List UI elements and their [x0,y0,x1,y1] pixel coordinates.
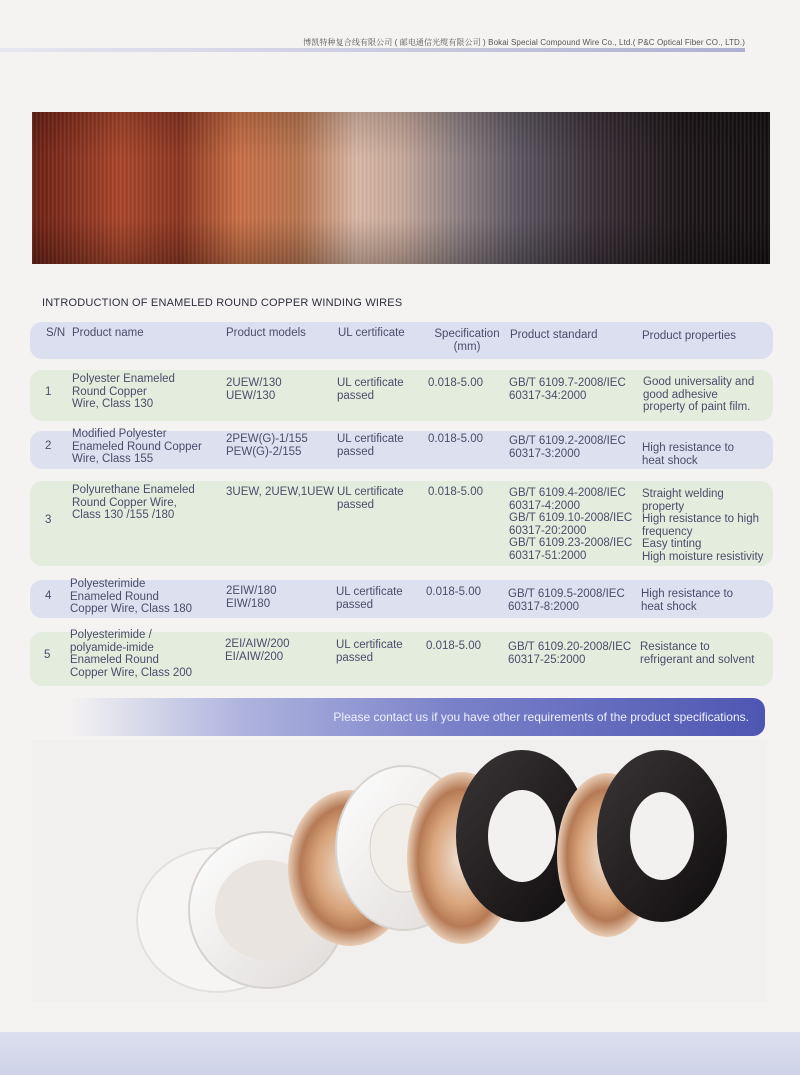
copper-wire-banner-image [32,112,770,264]
contact-banner [70,698,765,736]
row-product-properties: Straight welding property High resistance to high frequency Easy tinting High moisture resistivity [642,488,764,563]
header-specification: Specification (mm) [434,328,500,353]
row-product-name: Polyesterimide / polyamide-imide Enameled Round Copper Wire, Class 200 [70,629,193,679]
header-sn: S/N [46,327,66,339]
header-product-models: Product models [226,327,306,339]
table-header [30,322,773,359]
row-sn: 2 [45,440,52,452]
header-product-properties: Product properties [642,330,736,342]
row-specification: 0.018-5.00 [426,640,481,652]
row-product-models: 2UEW/130 UEW/130 [226,377,282,402]
row-product-standard: GB/T 6109.7-2008/IEC 60317-34:2000 [509,377,626,402]
company-header: 博凯特种复合线有限公司 ( 邮电通信光缆有限公司 ) Bokai Special Compound Wire Co., Ltd.( P&C Optical Fiber CO., LTD.) [303,38,745,47]
row-specification: 0.018-5.00 [428,433,483,445]
row-product-name: Polyesterimide Enameled Round Copper Wire, Class 180 [70,578,193,615]
wire-reels-image [32,740,767,1002]
row-product-models: 2EIW/180 EIW/180 [226,585,277,610]
row-product-models: 3UEW, 2UEW,1UEW [226,486,334,498]
row-product-models: 2PEW(G)-1/155 PEW(G)-2/155 [226,433,308,458]
table-row [30,428,773,469]
row-sn: 4 [45,590,52,602]
row-product-standard: GB/T 6109.20-2008/IEC 60317-25:2000 [508,641,632,666]
row-product-properties: High resistance to heat shock [641,588,734,613]
header-ul-certificate: UL certificate [338,327,405,339]
row-product-standard: GB/T 6109.4-2008/IEC 60317-4:2000 GB/T 6109.10-2008/IEC 60317-20:2000 GB/T 6109.23-2008/IEC 60317-51:2000 [509,487,633,562]
row-product-properties: Resistance to refrigerant and solvent [640,641,755,666]
footer-bar [0,1032,800,1075]
row-product-standard: GB/T 6109.2-2008/IEC 60317-3:2000 [509,435,626,460]
header-divider [0,48,745,52]
table-row [30,629,773,686]
row-specification: 0.018-5.00 [428,486,483,498]
row-product-name: Modified Polyester Enameled Round Copper Wire, Class 155 [72,428,202,465]
row-product-name: Polyurethane Enameled Round Copper Wire, Class 130 /155 /180 [72,484,195,521]
row-product-name: Polyester Enameled Round Copper Wire, Class 130 [72,373,175,410]
row-ul-certificate: UL certificate passed [337,377,404,402]
table-row [30,580,773,618]
row-ul-certificate: UL certificate passed [337,486,404,511]
table-row [30,370,773,421]
row-specification: 0.018-5.00 [426,586,481,598]
row-sn: 5 [44,649,51,661]
row-product-standard: GB/T 6109.5-2008/IEC 60317-8:2000 [508,588,625,613]
row-ul-certificate: UL certificate passed [336,639,403,664]
header-product-standard: Product standard [510,329,598,341]
row-product-models: 2EI/AIW/200 EI/AIW/200 [225,638,290,663]
row-ul-certificate: UL certificate passed [337,433,404,458]
table-row [30,481,773,566]
header-product-name: Product name [72,327,144,339]
row-sn: 1 [45,386,52,398]
contact-text: Please contact us if you have other requirements of the product specifications. [333,710,749,724]
reel-black-2 [557,750,727,937]
wire-reels-illustration [32,740,767,1002]
row-product-properties: High resistance to heat shock [642,442,735,467]
row-product-properties: Good universality and good adhesive property of paint film. [643,376,755,413]
row-specification: 0.018-5.00 [428,377,483,389]
section-title: INTRODUCTION OF ENAMELED ROUND COPPER WINDING WIRES [42,297,403,309]
row-sn: 3 [45,514,52,526]
row-ul-certificate: UL certificate passed [336,586,403,611]
